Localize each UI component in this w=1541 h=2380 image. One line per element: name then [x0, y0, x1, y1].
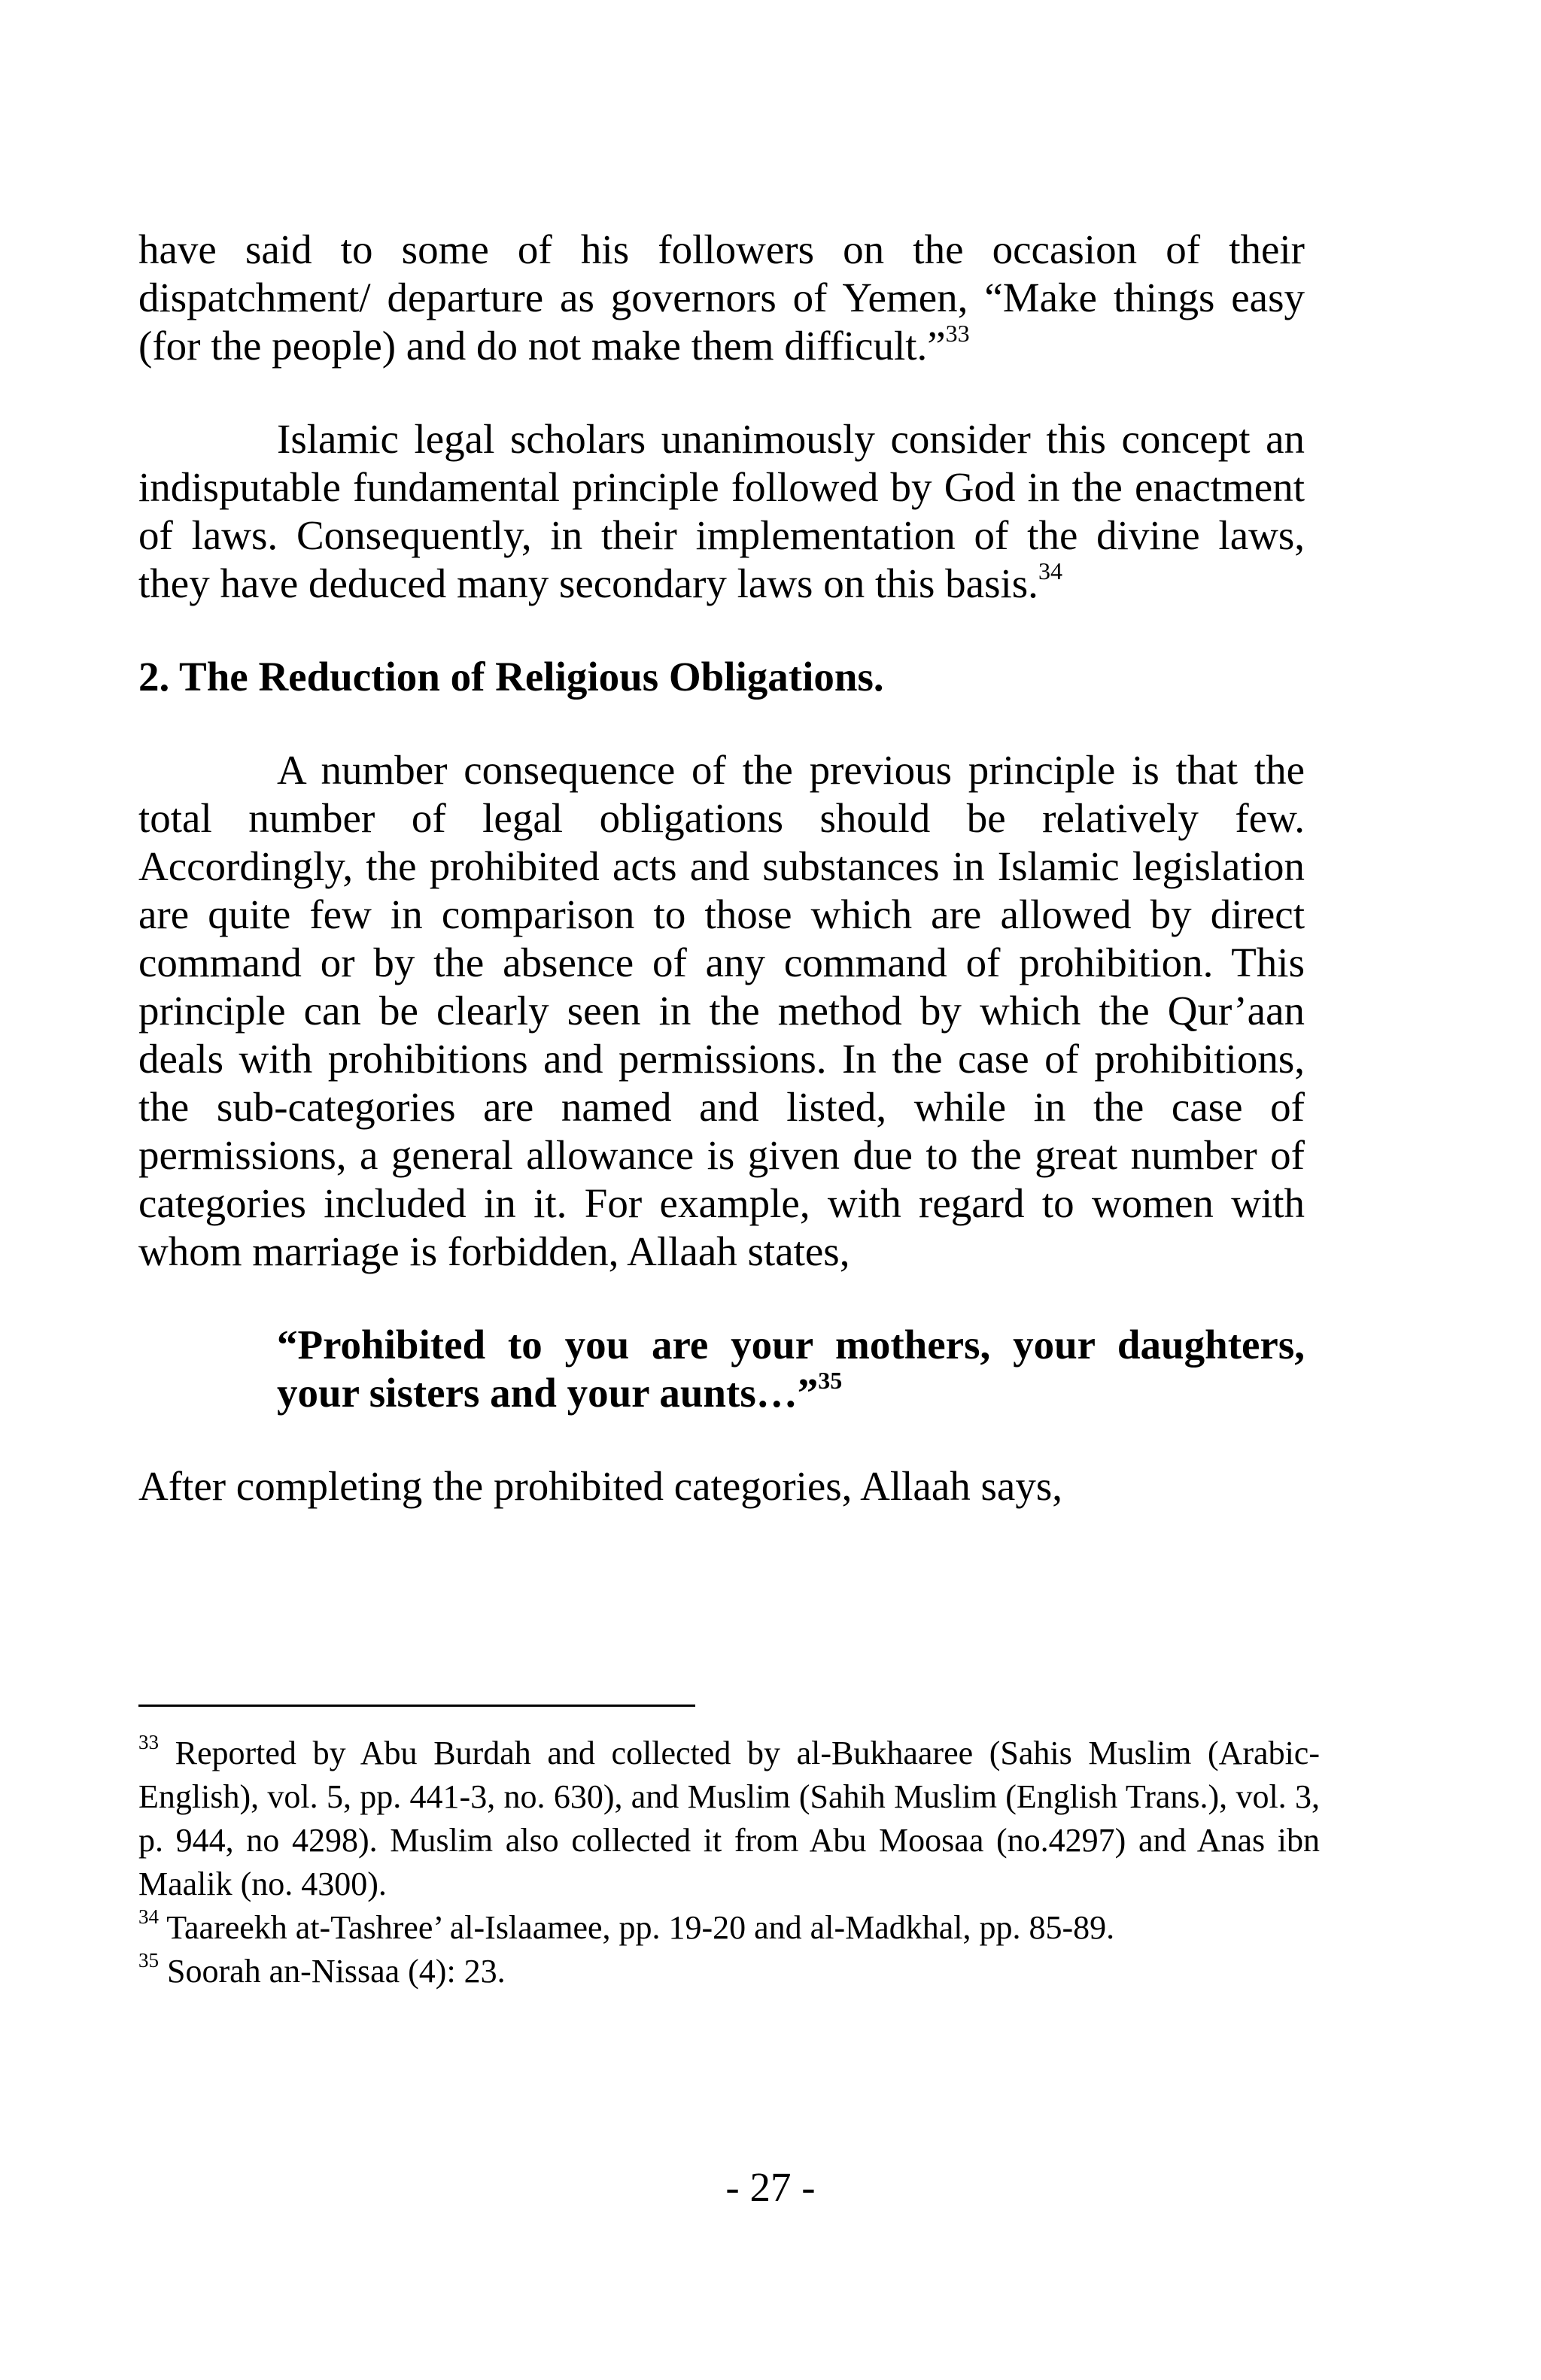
paragraph-1: [138, 226, 1305, 370]
paragraph-2: [138, 415, 1305, 608]
footnote-text: Soorah an-Nissaa (4): 23.: [167, 1953, 506, 1990]
quran-quote-text: “Prohibited to you are your mothers, your daughters, your sisters and your aunts…”: [277, 1322, 1305, 1416]
footnote-ref-34[interactable]: 34: [1038, 557, 1062, 584]
footnote-ref-33[interactable]: 33: [945, 320, 970, 347]
footnote-33: [138, 1732, 1320, 1906]
paragraph-3: [138, 746, 1305, 1276]
footnote-divider: [138, 1705, 695, 1707]
main-text: [138, 226, 1305, 1510]
footnote-text: Taareekh at-Tashree’ al-Islaamee, pp. 19-20 and al-Madkhal, pp. 85-89.: [166, 1909, 1115, 1946]
footnote-35: [138, 1950, 1320, 1993]
footnote-number: 34: [138, 1905, 159, 1928]
paragraph-4-text: After completing the prohibited categories, Allaah says,: [138, 1463, 1062, 1509]
paragraph-4: [138, 1462, 1305, 1510]
paragraph-2-text: Islamic legal scholars unanimously consider this concept an indisputable fundamental principle followed by God in the enactment of laws. Consequently, in their implementation of the divine laws, they have deduced many secondary laws on this basis.: [138, 416, 1305, 606]
paragraph-3-text: A number consequence of the previous principle is that the total number of legal obligations should be relatively few. Accordingly, the prohibited acts and substances in Islamic legislation are quite few in comparison to those which are allowed by direct command or by the absence of any command of prohibition. This principle can be clearly seen in the method by which the Qur’aan deals with prohibitions and permissions. In the case of prohibitions, the sub-categories are named and listed, while in the case of permissions, a general allowance is given due to the great number of categories included in it. For example, with regard to women with whom marriage is forbidden, Allaah states,: [138, 747, 1305, 1274]
section-heading: 2. The Reduction of Religious Obligations.: [138, 654, 884, 700]
footnote-text: Reported by Abu Burdah and collected by al-Bukhaaree (Sahis Muslim (Arabic-English), vol. 5, pp. 441-3, no. 630), and Muslim (Sahih Muslim (English Trans.), vol. 3, p. 944, no 4298). Muslim also collected it from Abu Moosaa (no.4297) and Anas ibn Maalik (no. 4300).: [138, 1735, 1320, 1902]
footnote-ref-35[interactable]: 35: [818, 1367, 843, 1394]
quran-quote: [277, 1321, 1305, 1417]
footnote-number: 35: [138, 1949, 159, 1972]
page-number: - 27 -: [725, 2164, 816, 2210]
footnote-34: [138, 1906, 1320, 1950]
paragraph-1-text: have said to some of his followers on the occasion of their dispatchment/ departure as governors of Yemen, “Make things easy (for the people) and do not make them difficult.”: [138, 226, 1305, 369]
footnotes: [138, 1732, 1320, 1993]
footnote-number: 33: [138, 1731, 159, 1753]
